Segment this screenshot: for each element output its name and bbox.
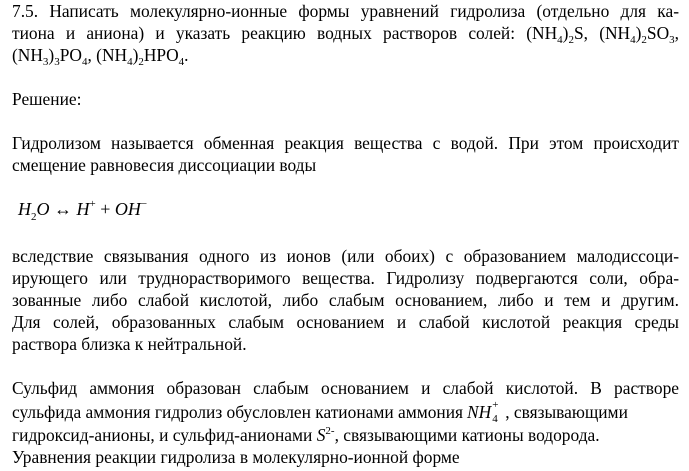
problem-line-1: 7.5. Написать молекулярно-ионные формы уравнений гидролиза (отдельно для ка-: [12, 1, 679, 21]
ammonium-ion-formula: NH + 4: [467, 399, 499, 425]
problem-line-3: $(NH_3)_3PO_4$, $(NH_4)_2HPO_4$.: [12, 45, 189, 68]
water-dissociation-equation: $H_2O$ ↔ H+ + OH−: [18, 198, 148, 223]
para2-line-2: ирующего или труднорастворимого вещества. Гидролизу подвергаются соли, обра-: [12, 268, 679, 288]
para3-line-1: Сульфид аммония образован слабым основанием и слабой кислотой. В растворе: [12, 378, 679, 398]
para1-line-1: Гидролизом называется обменная реакция вещества с водой. При этом происходит: [12, 133, 679, 153]
para3-line-4: Уравнения реакции гидролиза в молекулярно-ионной форме: [12, 447, 460, 467]
para3-line-3: гидроксид-анионы, и сульфид-анионами $S^{2-}$, связывающими катионы водорода.: [12, 425, 600, 445]
para3-line-2: сульфида аммония гидролиз обусловлен катионами аммония NH + 4 , связывающими: [12, 399, 628, 425]
para2-line-1: вследствие связывания одного из ионов (или обоих) с образованием малодиссоци-: [12, 246, 679, 266]
para2-line-4: Для солей, образованных слабым основанием и слабой кислотой реакция среды: [12, 312, 679, 332]
para1-line-2: смещение равновесия диссоциации воды: [12, 155, 317, 175]
solution-label: Решение:: [12, 89, 82, 109]
sulfide-ion-formula: $S^{2-}$: [316, 425, 335, 445]
para2-line-3: зованные либо слабой кислотой, либо слабым основанием, либо и тем и другим.: [12, 290, 679, 310]
problem-line-2: тиона и аниона) и указать реакцию водных растворов солей: $(NH_4)_2S$, $(NH_4)_2SO_3$,: [12, 23, 679, 46]
para2-line-5: раствора близка к нейтральной.: [12, 334, 247, 354]
